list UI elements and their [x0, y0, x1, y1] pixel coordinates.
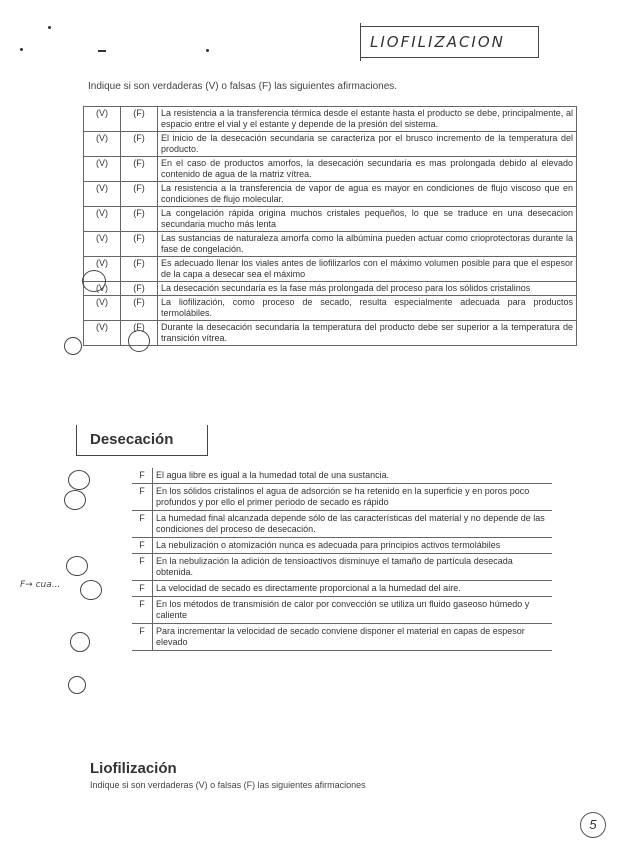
table-row [132, 538, 552, 554]
false-option: (F) [121, 107, 158, 132]
table-row [132, 581, 552, 597]
false-option: F [132, 597, 153, 624]
true-false-table-desecacion [132, 468, 552, 651]
table-row [84, 207, 577, 232]
handwritten-circle-mark [80, 580, 102, 600]
false-option: (F) [121, 157, 158, 182]
true-option: (V) [84, 107, 121, 132]
statement-text: El agua libre es igual a la humedad total de una sustancia. [153, 468, 553, 484]
statement-text: La congelación rápida origina muchos cristales pequeños, lo que se traduce en una desecacion secundaria mucho más lenta [158, 207, 577, 232]
handwritten-circle-mark [64, 490, 86, 510]
statement-text: La resistencia a la transferencia térmica desde el estante hasta el producto se debe, principalmente, al espacio entre el vial y el estante y depende de la presión del sistema. [158, 107, 577, 132]
page-number: 5 [580, 812, 606, 838]
scan-speck [20, 48, 23, 51]
table-row [84, 157, 577, 182]
false-option: (F) [121, 132, 158, 157]
true-option: (V) [84, 282, 121, 296]
statement-text: Durante la desecación secundaria la temperatura del producto debe ser superior a la temperatura de transición vítrea. [158, 321, 577, 346]
table-row [84, 257, 577, 282]
true-option: (V) [84, 132, 121, 157]
false-option: (F) [121, 182, 158, 207]
statement-text: Es adecuado llenar los viales antes de liofilizarlos con el máximo volumen posible para que el espesor de la capa a desecar sea el máximo [158, 257, 577, 282]
statement-text: La velocidad de secado es directamente proporcional a la humedad del aire. [153, 581, 553, 597]
table-row [132, 468, 552, 484]
table-row [84, 282, 577, 296]
true-option: (V) [84, 182, 121, 207]
statement-text: En la nebulización la adición de tensioactivos disminuye el tamaño de partícula desecada obtenida. [153, 554, 553, 581]
instruction-text-2: Indique si son verdaderas (V) o falsas (F) las siguientes afirmaciones [90, 780, 366, 790]
table-row [84, 321, 577, 346]
false-option: (F) [121, 232, 158, 257]
false-option: (F) [121, 257, 158, 282]
true-option: (V) [84, 157, 121, 182]
false-option: F [132, 581, 153, 597]
true-option: (V) [84, 232, 121, 257]
statement-text: En los sólidos cristalinos el agua de adsorción se ha retenido en la superficie y en poros poco profundos y por ello el primer periodo de secado es rápido [153, 484, 553, 511]
statement-text: La desecación secundaria es la fase más prolongada del proceso para los sólidos cristalinos [158, 282, 577, 296]
statement-text: En los métodos de transmisión de calor por convección se utiliza un fluido gaseoso húmedo y caliente [153, 597, 553, 624]
false-option: (F) [121, 296, 158, 321]
true-option: (V) [84, 296, 121, 321]
false-option: F [132, 538, 153, 554]
scan-dash [98, 50, 106, 52]
section-title-liofilizacion: Liofilización [90, 760, 177, 777]
table-row [84, 107, 577, 132]
statement-text: El inicio de la desecación secundaria se caracteriza por el brusco incremento de la temperatura del producto. [158, 132, 577, 157]
handwritten-circle-mark [68, 676, 86, 694]
table-row [84, 232, 577, 257]
true-option: (V) [84, 257, 121, 282]
handwritten-circle-mark [64, 337, 82, 355]
false-option: F [132, 468, 153, 484]
false-option: (F) [121, 282, 158, 296]
handwritten-circle-mark [82, 270, 106, 292]
statement-text: En el caso de productos amorfos, la desecación secundaria es mas prolongada debido al elevado contenido de agua de la matriz vítrea. [158, 157, 577, 182]
false-option: F [132, 511, 153, 538]
scan-speck [206, 49, 209, 52]
section-title-desecacion: Desecación [90, 431, 174, 448]
statement-text: La liofilización, como proceso de secado, resulta especialmente adecuada para productos termolábiles. [158, 296, 577, 321]
true-false-table-liofilizacion [83, 106, 577, 346]
table-row [84, 296, 577, 321]
handwritten-circle-mark [128, 330, 150, 352]
false-option: F [132, 624, 153, 651]
statement-text: Las sustancias de naturaleza amorfa como la albúmina pueden actuar como crioprotectoras durante la fase de congelación. [158, 232, 577, 257]
handwritten-circle-mark [70, 632, 90, 652]
true-option: (V) [84, 321, 121, 346]
table-row [132, 597, 552, 624]
table-row [132, 554, 552, 581]
statement-text: Para incrementar la velocidad de secado conviene disponer el material en capas de espesor elevado [153, 624, 553, 651]
statement-text: La resistencia a la transferencia de vapor de agua es mayor en condiciones de flujo viscoso que en condiciones de flujo molecular. [158, 182, 577, 207]
table-row [132, 511, 552, 538]
handwritten-circle-mark [66, 556, 88, 576]
false-option: F [132, 554, 153, 581]
instruction-text: Indique si son verdaderas (V) o falsas (F) las siguientes afirmaciones. [88, 81, 398, 92]
false-option: (F) [121, 321, 158, 346]
statement-text: La humedad final alcanzada depende sólo de las características del material y no depende de las condiciones del proceso de desecación. [153, 511, 553, 538]
table-row [132, 624, 552, 651]
table-row [84, 132, 577, 157]
table-row [132, 484, 552, 511]
handwritten-circle-mark [68, 470, 90, 490]
statement-text: La nebulización o atomización nunca es adecuada para principios activos termolábiles [153, 538, 553, 554]
false-option: F [132, 484, 153, 511]
table-row [84, 182, 577, 207]
handwritten-margin-note: F→ cua... [20, 580, 61, 590]
false-option: (F) [121, 207, 158, 232]
true-option: (V) [84, 207, 121, 232]
handwritten-title: LIOFILIZACION [360, 26, 539, 58]
scan-speck [48, 26, 51, 29]
